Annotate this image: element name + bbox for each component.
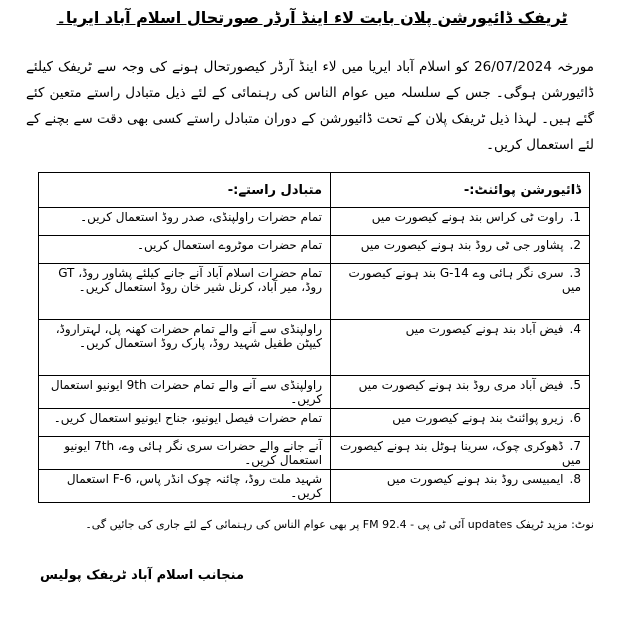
alternate-route: راولپنڈی سے آنے والے تمام حضرات کھنہ پل، لہتراروڈ، کیپٹن طفیل شہید روڈ، پارک روڈ استعمال کریں۔	[39, 320, 331, 376]
table-row	[39, 236, 590, 264]
diversion-table	[38, 172, 590, 503]
diversion-point: 8.ایمبیسی روڈ بند ہونے کیصورت میں	[331, 470, 590, 503]
diversion-point: 1.راوت ٹی کراس بند ہونے کیصورت میں	[331, 208, 590, 236]
diversion-point: 3.سری نگر ہائی وے G-14 بند ہونے کیصورت میں	[331, 264, 590, 320]
table-row	[39, 409, 590, 437]
diversion-point: 5.فیض آباد مری روڈ بند ہونے کیصورت میں	[331, 376, 590, 409]
table-header-row	[39, 173, 590, 208]
table-row	[39, 264, 590, 320]
diversion-point: 4.فیض آباد بند ہونے کیصورت میں	[331, 320, 590, 376]
table-row	[39, 470, 590, 503]
alternate-route: آنے جانے والے حضرات سری نگر ہائی وے، 7th ایونیو استعمال کریں۔	[39, 437, 331, 470]
alternate-route: تمام حضرات موٹروے استعمال کریں۔	[39, 236, 331, 264]
notice-title: ٹریفک ڈائیورشن پلان بابت لاء اینڈ آرڈر صورتحال اسلام آباد ایریا۔	[56, 8, 568, 27]
diversion-point: 7.ڈھوکری چوک، سرینا ہوٹل بند ہونے کیصورت میں	[331, 437, 590, 470]
diversion-point: 2.پشاور جی ٹی روڈ بند ہونے کیصورت میں	[331, 236, 590, 264]
alternate-route: تمام حضرات راولپنڈی، صدر روڈ استعمال کریں۔	[39, 208, 331, 236]
header-alternate-route: متبادل راستے:-	[39, 173, 331, 208]
alternate-route: شہید ملت روڈ، چائنہ چوک انڈر پاس، F-6 استعمال کریں۔	[39, 470, 331, 503]
diversion-point: 6.زیرو پوائنٹ بند ہونے کیصورت میں	[331, 409, 590, 437]
alternate-route: راولپنڈی سے آنے والے تمام حضرات 9th ایونیو استعمال کریں۔	[39, 376, 331, 409]
signature: منجانب اسلام آباد ٹریفک پولیس	[40, 568, 244, 583]
footer-note: نوٹ: مزید ٹریفک updates آئی ٹی پی - FM 92.4 پر بھی عوام الناس کی رہنمائی کے لئے جاری کی جائیں گی۔	[85, 518, 594, 531]
header-diversion-point: ڈائیورشن پوائنٹ:-	[331, 173, 590, 208]
table-row	[39, 208, 590, 236]
alternate-route: تمام حضرات اسلام آباد آنے جانے کیلئے پشاور روڈ، GT روڈ، میر آباد، کرنل شیر خان روڈ استعمال کریں۔	[39, 264, 331, 320]
table-row	[39, 320, 590, 376]
table-row	[39, 376, 590, 409]
alternate-route: تمام حضرات فیصل ایونیو، جناح ایونیو استعمال کریں۔	[39, 409, 331, 437]
intro-paragraph: مورخہ 26/07/2024 کو اسلام آباد ایریا میں لاء اینڈ آرڈر کیصورتحال ہونے کی وجہ سے ٹریفک کیلئے ڈائیورشن ہوگی۔ جس کے سلسلہ میں عوام الناس کی رہنمائی کے لئے ذیل متبادل راستے متعین کئے گئے ہیں۔ لہذا ذیل ٹریفک پلان کے تحت ڈائیورشن کے دوران متبادل راستے کسی بھی دقت سے بچنے کے لئے استعمال کریں۔	[26, 59, 594, 153]
table-row	[39, 437, 590, 470]
